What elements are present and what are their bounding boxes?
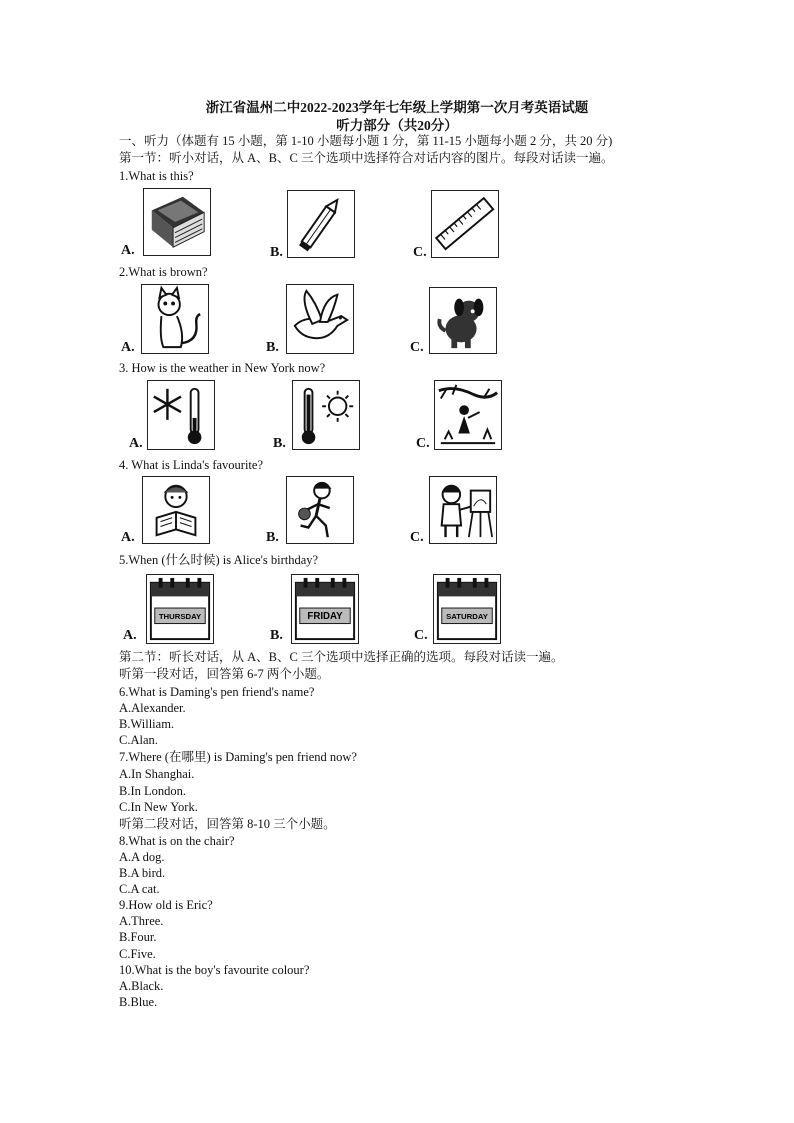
part2-instruction: 第二节：听长对话，从 A、B、C 三个选项中选择正确的选项。每段对话读一遍。: [119, 650, 564, 664]
q5-option-c-label[interactable]: C.: [414, 628, 428, 643]
q2-option-a-label[interactable]: A.: [121, 340, 135, 355]
q9-option-c[interactable]: C.Five.: [119, 947, 156, 961]
q4-option-a-label[interactable]: A.: [121, 530, 135, 545]
windy-icon[interactable]: [434, 380, 502, 450]
q9-option-a[interactable]: A.Three.: [119, 914, 164, 928]
q1-option-a-label[interactable]: A.: [121, 243, 135, 258]
document-title: 浙江省温州二中2022-2023学年七年级上学期第一次月考英语试题: [205, 100, 589, 115]
running-boy-icon[interactable]: [286, 476, 354, 544]
calendar-day-label-a: THURSDAY: [158, 612, 202, 622]
dialog1-instruction: 听第一段对话，回答第 6-7 两个小题。: [119, 667, 330, 681]
section1-header: 一、听力（体题有 15 小题，第 1-10 小题每小题 1 分，第 11-15 小题每小题 2 分，共 20 分): [119, 134, 613, 148]
part1-instruction: 第一节：听小对话，从 A、B、C 三个选项中选择符合对话内容的图片。每段对话读一遍。: [119, 151, 614, 165]
reading-girl-icon[interactable]: [142, 476, 210, 544]
cat-icon[interactable]: [141, 284, 209, 354]
calendar-day-label-b: FRIDAY: [307, 611, 343, 623]
pencil-icon[interactable]: [287, 190, 355, 258]
q3-option-c-label[interactable]: C.: [416, 436, 430, 451]
q8-option-b[interactable]: B.A bird.: [119, 866, 166, 880]
question-3: 3. How is the weather in New York now?: [119, 361, 326, 375]
q3-option-a-label[interactable]: A.: [129, 436, 143, 451]
calendar-saturday-icon[interactable]: [433, 574, 501, 644]
question-8: 8.What is on the chair?: [119, 834, 235, 848]
q6-option-b[interactable]: B.William.: [119, 717, 175, 731]
q8-option-a[interactable]: A.A dog.: [119, 850, 165, 864]
calendar-day-label-c: SATURDAY: [446, 612, 488, 622]
q2-option-b-label[interactable]: B.: [266, 340, 279, 355]
q4-option-c-label[interactable]: C.: [410, 530, 424, 545]
hot-sun-icon[interactable]: [292, 380, 360, 450]
q1-option-b-label[interactable]: B.: [270, 245, 283, 260]
book-icon[interactable]: [143, 188, 211, 256]
q5-option-a-label[interactable]: A.: [123, 628, 137, 643]
question-6: 6.What is Daming's pen friend's name?: [119, 685, 315, 699]
ruler-icon[interactable]: [431, 190, 499, 258]
painting-girl-icon[interactable]: [429, 476, 497, 544]
q6-option-a[interactable]: A.Alexander.: [119, 701, 186, 715]
q7-option-c[interactable]: C.In New York.: [119, 800, 198, 814]
q5-option-b-label[interactable]: B.: [270, 628, 283, 643]
q3-option-b-label[interactable]: B.: [273, 436, 286, 451]
q1-option-c-label[interactable]: C.: [413, 245, 427, 260]
q7-option-b[interactable]: B.In London.: [119, 784, 187, 798]
question-1: 1.What is this?: [119, 169, 194, 183]
q9-option-b[interactable]: B.Four.: [119, 930, 157, 944]
question-2: 2.What is brown?: [119, 265, 208, 279]
q7-option-a[interactable]: A.In Shanghai.: [119, 767, 195, 781]
dialog2-instruction: 听第二段对话，回答第 8-10 三个小题。: [119, 817, 336, 831]
q6-option-c[interactable]: C.Alan.: [119, 733, 158, 747]
q10-option-b[interactable]: B.Blue.: [119, 995, 158, 1009]
calendar-thursday-icon[interactable]: [146, 574, 214, 644]
calendar-friday-icon[interactable]: [291, 574, 359, 644]
q2-option-c-label[interactable]: C.: [410, 340, 424, 355]
q8-option-c[interactable]: C.A cat.: [119, 882, 160, 896]
question-7: 7.Where (在哪里) is Daming's pen friend now?: [119, 750, 357, 764]
q4-option-b-label[interactable]: B.: [266, 530, 279, 545]
question-9: 9.How old is Eric?: [119, 898, 213, 912]
bird-icon[interactable]: [286, 284, 354, 354]
question-10: 10.What is the boy's favourite colour?: [119, 963, 310, 977]
q10-option-a[interactable]: A.Black.: [119, 979, 164, 993]
document-subtitle: 听力部分（共20分）: [336, 118, 458, 133]
snow-cold-icon[interactable]: [147, 380, 215, 450]
question-5: 5.When (什么时候) is Alice's birthday?: [119, 553, 319, 567]
dog-icon[interactable]: [429, 287, 497, 354]
question-4: 4. What is Linda's favourite?: [119, 458, 263, 472]
